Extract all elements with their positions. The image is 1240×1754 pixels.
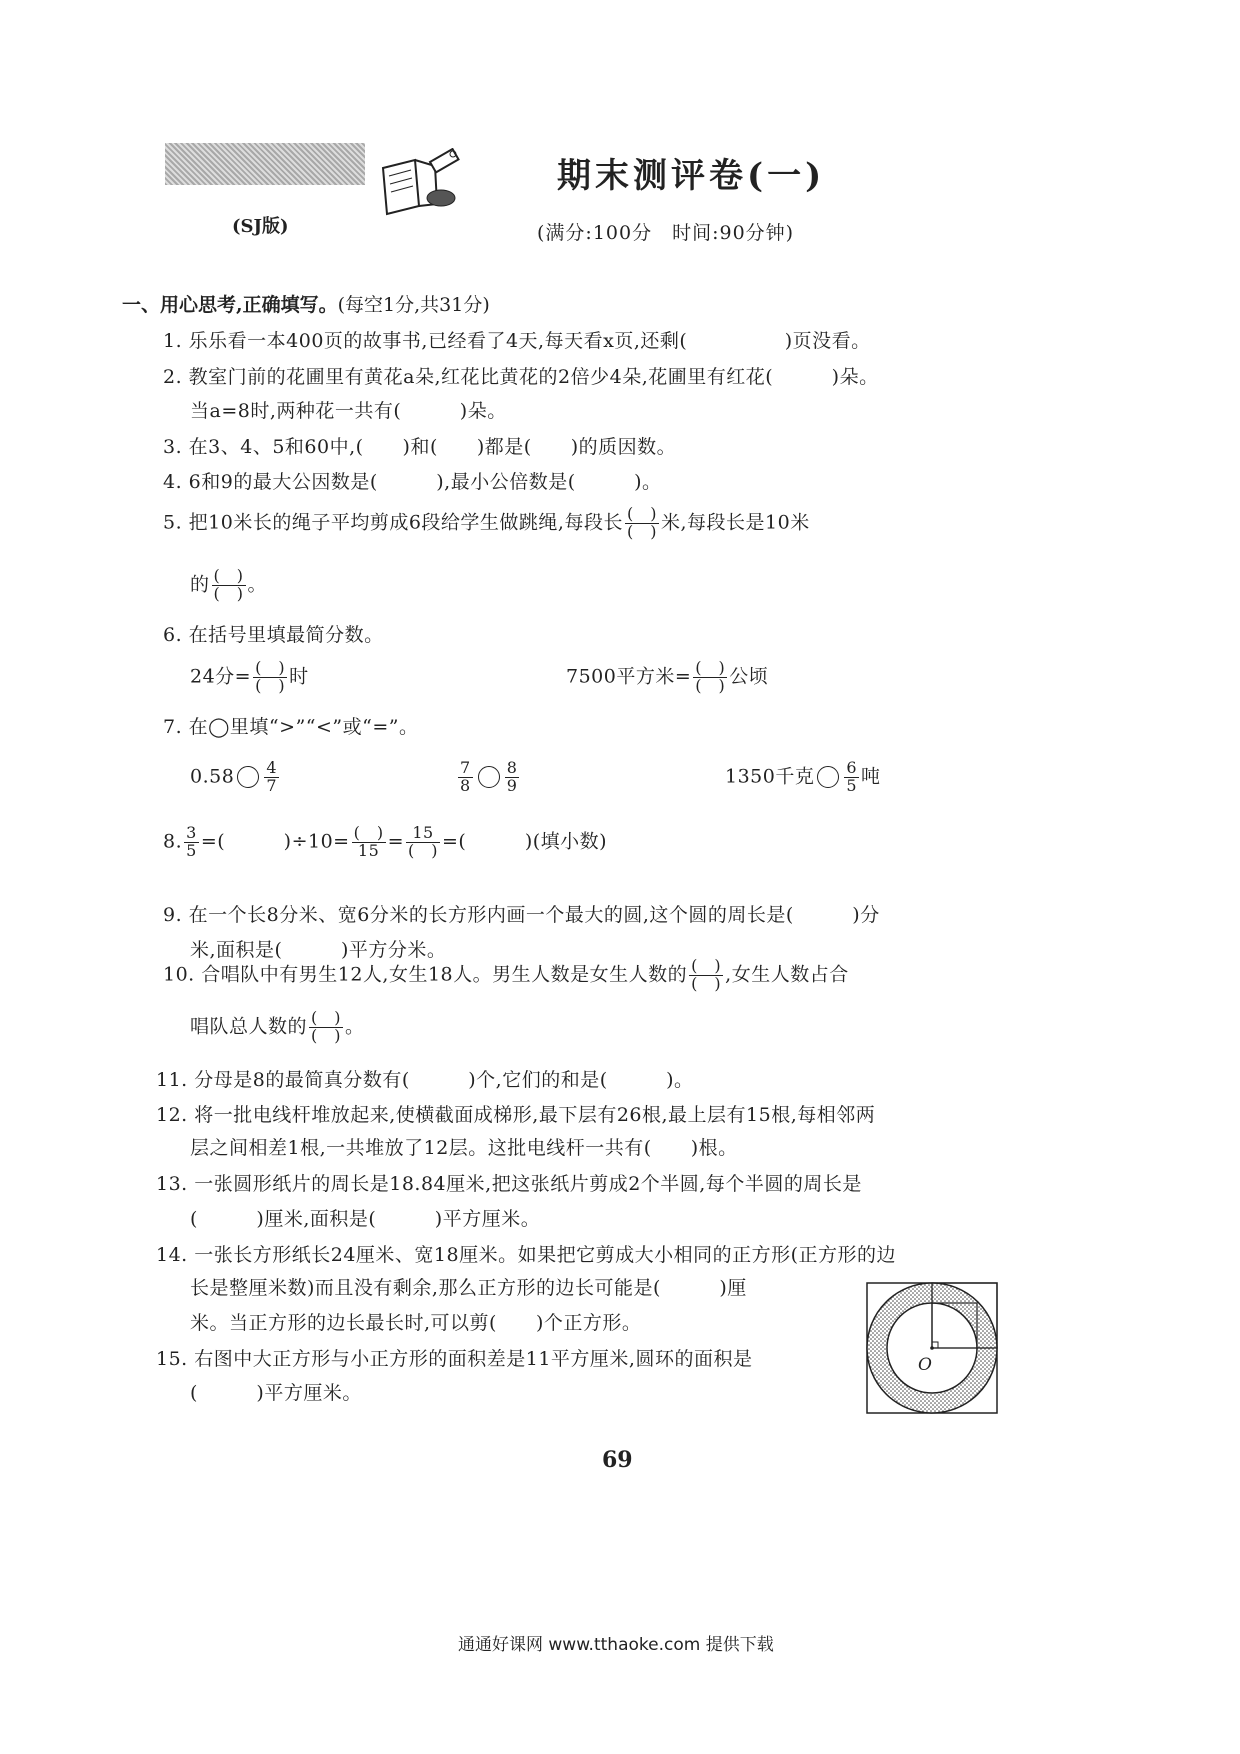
question-2-line1: 2. 教室门前的花圃里有黄花a朵,红花比黄花的2倍少4朵,花圃里有红花( )朵。 xyxy=(163,366,879,388)
question-11: 11. 分母是8的最简真分数有( )个,它们的和是( )。 xyxy=(156,1069,694,1091)
question-14-line3: 米。当正方形的边长最长时,可以剪( )个正方形。 xyxy=(190,1312,642,1334)
section-note: (每空1分,共31分) xyxy=(337,294,490,316)
q7c-fraction: $\frac{6}{5}$ xyxy=(846,758,858,795)
question-8 xyxy=(163,825,607,860)
question-3: 3. 在3、4、5和60中,( )和( )都是( )的质因数。 xyxy=(163,436,677,458)
center-label: O xyxy=(918,1355,932,1375)
question-6: 6. 在括号里填最简分数。 xyxy=(163,624,384,646)
exam-meta: (满分:100分 时间:90分钟) xyxy=(537,222,795,244)
question-7c xyxy=(725,760,881,795)
q7a-fraction: $\frac{4}{7}$ xyxy=(266,758,277,795)
q6a-text: 24分= xyxy=(190,665,252,688)
header-stamp xyxy=(165,143,365,185)
section-title: 一、用心思考,正确填写。 xyxy=(122,294,338,316)
question-13-line1: 13. 一张圆形纸片的周长是18.84厘米,把这张纸片剪成2个半圆,每个半圆的周长是 xyxy=(156,1173,862,1195)
ring-square-diagram xyxy=(862,1278,1002,1423)
question-2-line2: 当a=8时,两种花一共有( )朵。 xyxy=(190,400,507,422)
q10-text-a: 10. 合唱队中有男生12人,女生18人。男生人数是女生人数的 xyxy=(163,963,688,986)
q6a-fraction: $\frac{( )}{( )}$ xyxy=(255,658,286,695)
q10-text-b: ,女生人数占合 xyxy=(725,963,849,986)
q6b-fraction: $\frac{( )}{( )}$ xyxy=(695,658,726,695)
q7c-unit: 吨 xyxy=(861,765,881,788)
q6b-text: 7500平方米= xyxy=(566,665,692,688)
question-15-line1: 15. 右图中大正方形与小正方形的面积差是11平方厘米,圆环的面积是 xyxy=(156,1348,753,1370)
question-12-line2: 层之间相差1根,一共堆放了12层。这批电线杆一共有( )根。 xyxy=(190,1137,738,1159)
q8-fraction-1: $\frac{3}{5}$ xyxy=(186,823,197,860)
q5-text-c: 的 xyxy=(190,573,210,596)
question-4: 4. 6和9的最大公因数是( ),最小公倍数是( )。 xyxy=(163,471,662,493)
question-10-line2 xyxy=(190,1010,365,1045)
footer-credit[interactable]: 通通好课网 www.tthaoke.com 提供下载 xyxy=(458,1635,774,1655)
q8-text-d: =( )(填小数) xyxy=(442,830,608,853)
question-14-line2: 长是整厘米数)而且没有剩余,那么正方形的边长可能是( )厘 xyxy=(190,1277,747,1299)
question-12-line1: 12. 将一批电线杆堆放起来,使横截面成梯形,最下层有26根,最上层有15根,每相邻两 xyxy=(156,1104,876,1126)
question-6a xyxy=(190,660,309,695)
q8-fraction-3: $\frac{15}{( )}$ xyxy=(408,823,439,860)
q10-fraction-1: $\frac{( )}{( )}$ xyxy=(691,956,722,993)
q10-text-d: 。 xyxy=(345,1015,365,1038)
q5-fraction-1: $\frac{( )}{( )}$ xyxy=(626,504,657,541)
q8-text-b: =( )÷10= xyxy=(200,830,350,853)
question-6b xyxy=(566,660,768,695)
section-heading xyxy=(122,290,490,317)
q5-text-b: 米,每段长是10米 xyxy=(660,511,810,534)
q8-number: 8. xyxy=(163,830,183,853)
question-14-line1: 14. 一张长方形纸长24厘米、宽18厘米。如果把它剪成大小相同的正方形(正方形的边 xyxy=(156,1244,897,1266)
question-7a xyxy=(190,760,281,795)
question-5-line2 xyxy=(190,568,267,603)
q5-text-a: 5. 把10米长的绳子平均剪成6段给学生做跳绳,每段长 xyxy=(163,511,623,534)
question-9-line2: 米,面积是( )平方分米。 xyxy=(190,939,447,961)
q6a-unit: 时 xyxy=(289,665,309,688)
page-title: 期末测评卷(一) xyxy=(557,156,826,196)
compare-circle xyxy=(237,766,259,788)
q7b-fraction-1: $\frac{7}{8}$ xyxy=(460,758,471,795)
question-7: 7. 在◯里填“>”“<”或“=”。 xyxy=(163,716,419,738)
compare-circle xyxy=(478,766,500,788)
q6b-unit: 公顷 xyxy=(729,665,769,688)
question-1: 1. 乐乐看一本400页的故事书,已经看了4天,每天看x页,还剩( )页没看。 xyxy=(163,330,871,352)
q8-fraction-2: $\frac{( )}{15}$ xyxy=(353,823,384,860)
compare-circle xyxy=(817,766,839,788)
question-7b xyxy=(456,760,521,795)
q5-fraction-2: $\frac{( )}{( )}$ xyxy=(213,566,244,603)
question-15-line2: ( )平方厘米。 xyxy=(190,1382,362,1404)
q10-fraction-2: $\frac{( )}{( )}$ xyxy=(311,1008,342,1045)
page-number: 69 xyxy=(602,1447,633,1473)
q8-text-c: = xyxy=(387,830,405,853)
q10-text-c: 唱队总人数的 xyxy=(190,1015,308,1038)
question-13-line2: ( )厘米,面积是( )平方厘米。 xyxy=(190,1208,541,1230)
book-telescope-illustration xyxy=(375,148,465,223)
q7c-text: 1350千克 xyxy=(725,765,815,788)
question-9-line1: 9. 在一个长8分米、宽6分米的长方形内画一个最大的圆,这个圆的周长是( )分 xyxy=(163,904,880,926)
q5-text-d: 。 xyxy=(247,573,268,596)
q7b-fraction-2: $\frac{8}{9}$ xyxy=(506,758,518,795)
edition-label: (SJ版) xyxy=(232,216,289,237)
q7a-text: 0.58 xyxy=(190,765,235,788)
question-5-line1 xyxy=(163,506,810,541)
question-10-line1 xyxy=(163,958,849,993)
